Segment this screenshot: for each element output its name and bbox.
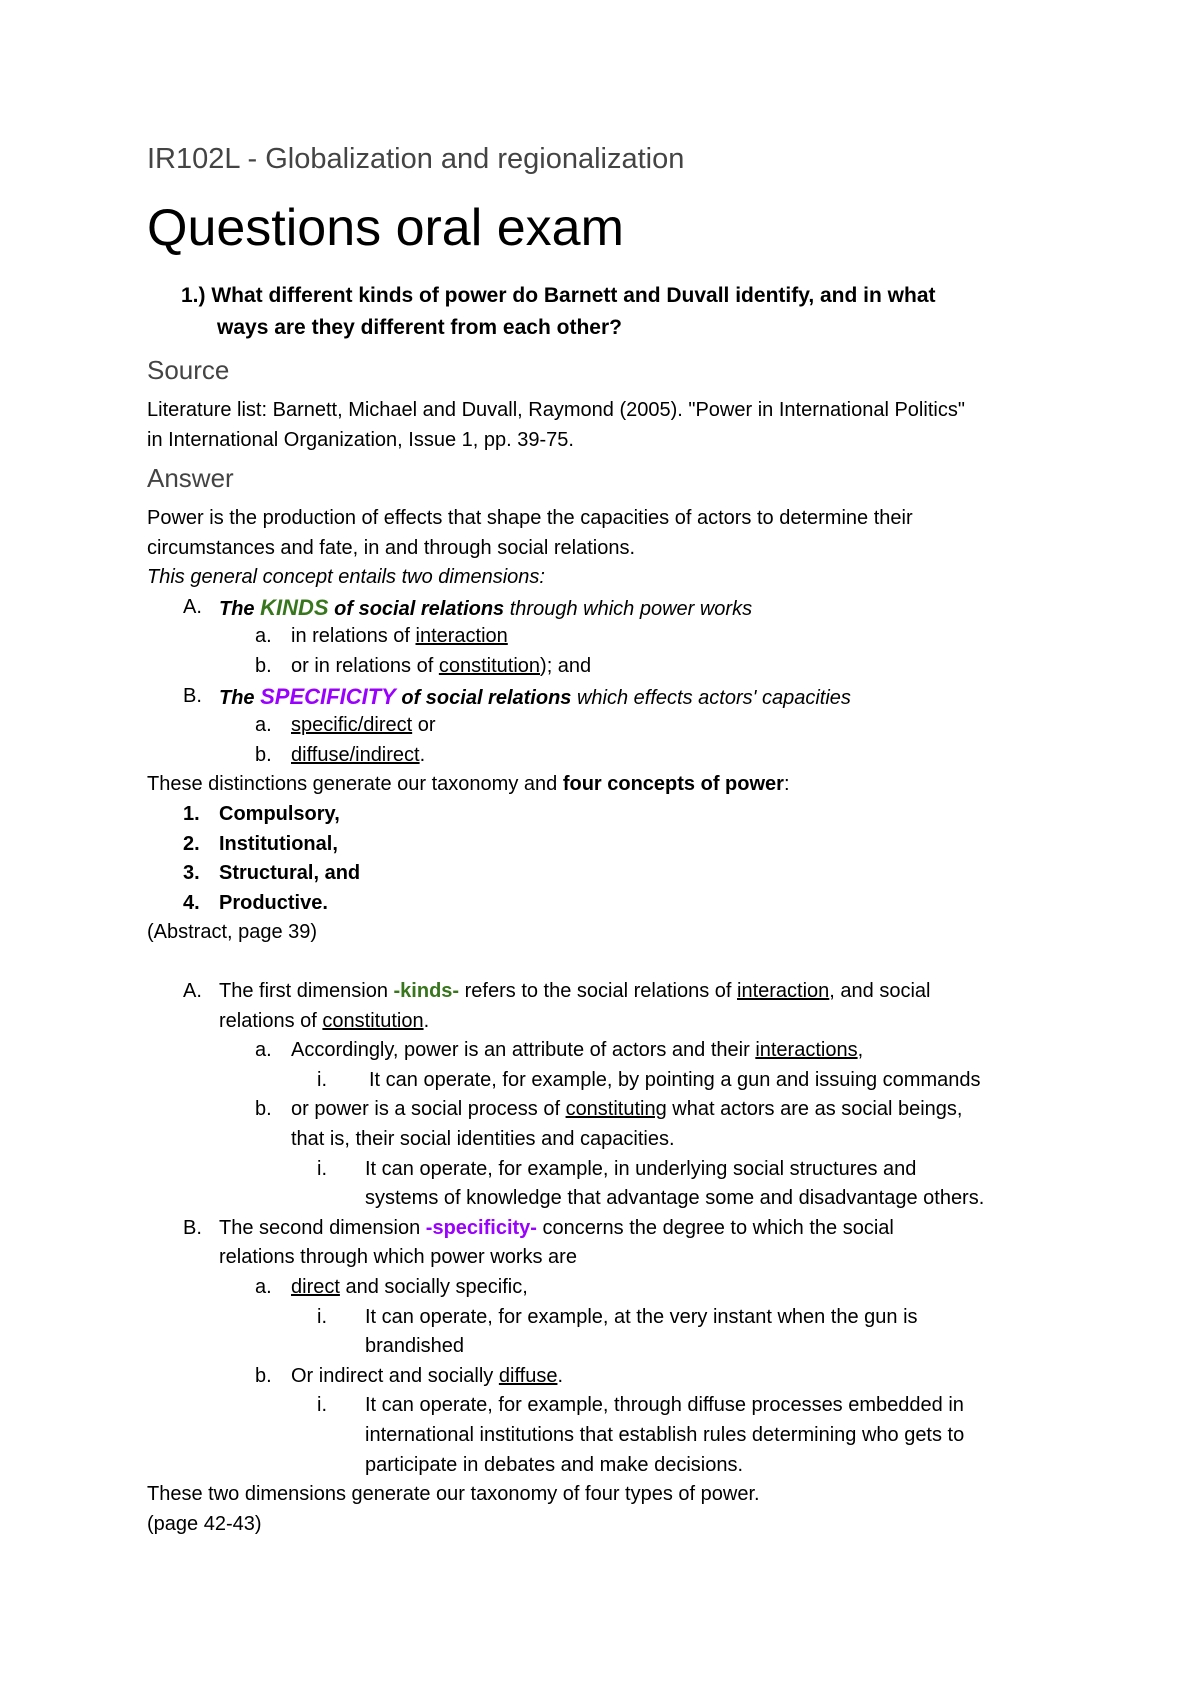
dimension-b-item: B. The SPECIFICITY of social relations which effects actors' capacities [183, 683, 851, 709]
list-item: a. specific/direct or [255, 714, 436, 737]
document-title: Questions oral exam [147, 199, 624, 257]
question-1: 1.) What different kinds of power do Barnett and Duvall identify, and in what ways are they different from each other? [181, 284, 936, 339]
list-item: b. Or indirect and socially diffuse. [255, 1364, 564, 1387]
list-item: a. Accordingly, power is an attribute of actors and their interactions, [255, 1039, 864, 1062]
answer-body: Power is the production of effects that shape the capacities of actors to determine their circumstances and fate, in and through social relations. This general concept entails two dimensions: A. The KINDS of social relations through which power works a. in relations of interaction b. or in relations of constitution); and B. The SPECIFICITY of social relations which effects actors' capacities a. specific/direct or b. diffuse/indirect. These distinctions generate our taxonomy and four concepts of power: 1. Compulsory, 2. Institutional, 3. Structural, and 4. Productive. (Abstract, page 39) [147, 504, 1077, 948]
distinctions-sentence: These distinctions generate our taxonomy and four concepts of power: [147, 773, 790, 796]
source-text: Literature list: Barnett, Michael and Duvall, Raymond (2005). "Power in International Politics" in International Organization, Issue 1, pp. 39-75. [147, 399, 965, 451]
list-item: i. It can operate, for example, in underlying social structures and [317, 1157, 917, 1180]
question-number: 1.) [181, 284, 206, 307]
concept-item: 1. Compulsory, [183, 802, 340, 825]
detail-a-item: A. The first dimension -kinds- refers to the social relations of interaction, and social [183, 980, 931, 1002]
answer-heading: Answer [147, 463, 234, 493]
list-item: a. direct and socially specific, [255, 1275, 528, 1298]
closing-sentence: These two dimensions generate our taxonomy of four types of power. [147, 1483, 760, 1506]
kinds-keyword: KINDS [260, 594, 329, 620]
detail-body: A. The first dimension -kinds- refers to the social relations of interaction, and social relations of constitution. a. Accordingly, power is an attribute of actors and their interactions, i. It can operate, for example, by pointing a gun and issuing commands b. or power is a social process of constituting what actors are as social beings, that is, their social identities and capacities. i. It can operate, for example, in underlying social structures and systems of knowledge that advantage some and disadvantage others. B. The second dimension -specificity- concerns the degree to which the social relations through which power works are a. direct and socially specific, i. It can operate, for example, at the very instant when the gun is brandished b. Or indirect and socially diffuse. i. It can operate, for example, through diffuse processes embedded in international institutions that establish rules determining who gets to participate in debates and make decisions. These two dimensions generate our taxonomy of four types of power. (page 42-43) [147, 977, 1077, 1539]
list-item: i. It can operate, for example, by pointing a gun and issuing commands [317, 1068, 981, 1091]
page-reference: (page 42-43) [147, 1512, 262, 1535]
document-subtitle: IR102L - Globalization and regionalization [147, 143, 685, 175]
dimension-a-item: A. The KINDS of social relations through which power works [183, 594, 753, 620]
specificity-dimension-label: -specificity- [425, 1216, 537, 1239]
concept-item: 2. Institutional, [183, 832, 338, 855]
list-item: b. or power is a social process of constituting what actors are as social beings, [255, 1098, 963, 1121]
list-item: a. in relations of interaction [255, 625, 508, 648]
list-item: i. It can operate, for example, through diffuse processes embedded in [317, 1394, 964, 1417]
concept-item: 4. Productive. [183, 891, 328, 914]
specificity-keyword: SPECIFICITY [260, 683, 396, 709]
list-item: i. It can operate, for example, at the very instant when the gun is [317, 1305, 918, 1328]
list-item: b. diffuse/indirect. [255, 743, 426, 766]
list-item: b. or in relations of constitution); and [255, 654, 592, 677]
concept-item: 3. Structural, and [183, 862, 361, 885]
source-heading: Source [147, 355, 230, 385]
detail-b-item: B. The second dimension -specificity- concerns the degree to which the social [183, 1216, 894, 1239]
dimensions-intro: This general concept entails two dimensions: [147, 566, 545, 589]
abstract-reference: (Abstract, page 39) [147, 921, 318, 944]
kinds-dimension-label: -kinds- [393, 980, 460, 1002]
